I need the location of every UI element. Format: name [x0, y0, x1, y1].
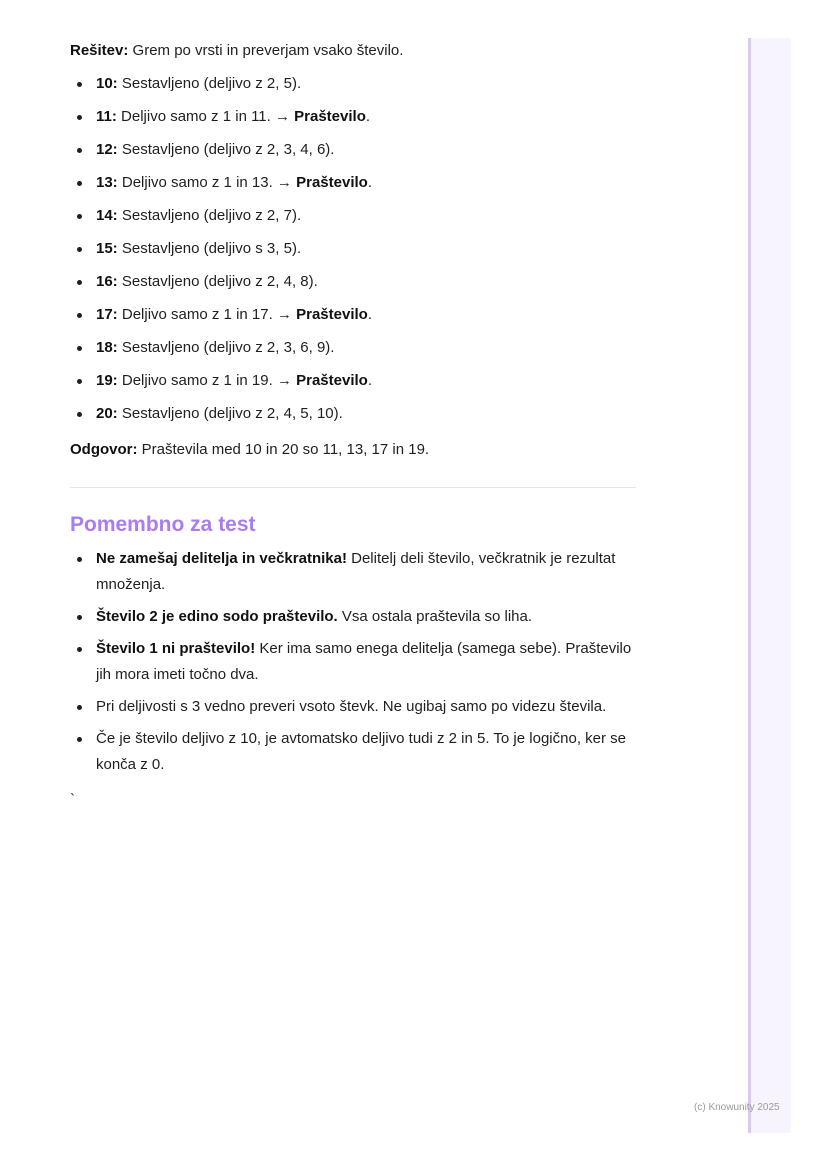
bullet-dot-icon — [77, 247, 82, 252]
important-item-text: Pri deljivosti s 3 vedno preveri vsoto števk. Ne ugibaj samo po videzu števila. — [96, 698, 607, 715]
solution-item — [70, 368, 636, 394]
solution-item-text: Sestavljeno (deljivo z 2, 3, 6, 9). — [121, 339, 335, 356]
answer — [70, 437, 636, 463]
solution-item-text: Deljivo samo z 1 in 17. → — [121, 306, 297, 323]
bullet-dot-icon — [77, 737, 82, 742]
solution-item-text: Deljivo samo z 1 in 19. → — [121, 372, 297, 389]
solution-item-text: Sestavljeno (deljivo z 2, 4, 8). — [121, 273, 318, 290]
solution-item — [70, 104, 636, 130]
section-divider — [70, 487, 636, 488]
important-item-text: Če je število deljivo z 10, je avtomatsko deljivo tudi z 2 in 5. To je logično, ker se konča z 0. — [96, 730, 626, 773]
bullet-dot-icon — [77, 647, 82, 652]
solution-item-number: 19: — [96, 372, 118, 389]
solution-item — [70, 335, 636, 361]
solution-item — [70, 401, 636, 427]
solution-item — [70, 137, 636, 163]
solution-item-number: 20: — [96, 405, 118, 422]
bullet-dot-icon — [77, 214, 82, 219]
document-content — [70, 38, 636, 810]
important-item-bold: Število 1 ni praštevilo! — [96, 640, 256, 657]
bullet-dot-icon — [77, 557, 82, 562]
solution-item-number: 18: — [96, 339, 118, 356]
solution-item — [70, 71, 636, 97]
important-item-text: Delitelj deli število, večkratnik je rezultat množenja. — [96, 550, 616, 593]
bullet-dot-icon — [77, 82, 82, 87]
solution-item-end: . — [365, 108, 371, 125]
important-list — [70, 546, 636, 778]
solution-item-text: Sestavljeno (deljivo z 2, 5). — [121, 75, 302, 92]
important-section-title: Pomembno za test — [70, 513, 256, 536]
important-item-text: Vsa ostala praštevila so liha. — [337, 608, 533, 625]
stray-backtick: ` — [70, 791, 75, 808]
solution-item-number: 13: — [96, 174, 118, 191]
solution-item — [70, 170, 636, 196]
solution-label: Rešitev: — [70, 42, 129, 59]
solution-item-text: Deljivo samo z 1 in 11. → — [121, 108, 295, 125]
solution-item-text: Deljivo samo z 1 in 13. → — [121, 174, 297, 191]
solution-item-number: 12: — [96, 141, 118, 158]
bullet-dot-icon — [77, 346, 82, 351]
solution-item — [70, 302, 636, 328]
important-item — [70, 726, 636, 778]
bullet-dot-icon — [77, 379, 82, 384]
solution-item-end: . — [367, 306, 372, 323]
solution-item-end: . — [367, 174, 372, 191]
solution-item-number: 15: — [96, 240, 118, 257]
solution-item-number: 17: — [96, 306, 118, 323]
solution-item — [70, 269, 636, 295]
bullet-dot-icon — [77, 181, 82, 186]
important-item-bold: Število 2 je edino sodo praštevilo. — [96, 608, 338, 625]
solution-item-text: Sestavljeno (deljivo s 3, 5). — [121, 240, 302, 257]
solution-item-number: 16: — [96, 273, 118, 290]
solution-item-text: Sestavljeno (deljivo z 2, 3, 4, 6). — [121, 141, 335, 158]
solution-item-number: 11: — [96, 108, 117, 125]
sidebar-accent-line — [748, 38, 751, 1133]
solution-item-text: Sestavljeno (deljivo z 2, 4, 5, 10). — [121, 405, 343, 422]
important-item — [70, 636, 636, 688]
important-item-bold: Ne zamešaj delitelja in večkratnika! — [96, 550, 347, 567]
bullet-dot-icon — [77, 148, 82, 153]
bullet-dot-icon — [77, 115, 82, 120]
page-sidebar-band — [748, 38, 791, 1133]
solution-item-end: . — [367, 372, 372, 389]
solution-item-prime: Praštevilo — [294, 108, 366, 125]
footer-copyright: (c) Knowunity 2025 — [694, 1102, 780, 1113]
bullet-dot-icon — [77, 280, 82, 285]
solution-item-text: Sestavljeno (deljivo z 2, 7). — [121, 207, 302, 224]
answer-text: Praštevila med 10 in 20 so 11, 13, 17 in 19. — [141, 441, 430, 458]
solution-list — [70, 71, 636, 427]
important-item — [70, 546, 636, 598]
answer-label: Odgovor: — [70, 441, 138, 458]
solution-item-prime: Praštevilo — [296, 306, 368, 323]
solution-intro — [70, 38, 636, 64]
solution-item — [70, 203, 636, 229]
bullet-dot-icon — [77, 412, 82, 417]
solution-item-prime: Praštevilo — [296, 372, 368, 389]
solution-item-number: 14: — [96, 207, 118, 224]
solution-intro-text: Grem po vrsti in preverjam vsako število. — [132, 42, 404, 59]
solution-item — [70, 236, 636, 262]
important-item — [70, 604, 636, 630]
important-item-text: Ker ima samo enega delitelja (samega sebe). Praštevilo jih mora imeti točno dva. — [96, 640, 632, 683]
important-item — [70, 694, 636, 720]
solution-item-prime: Praštevilo — [296, 174, 368, 191]
bullet-dot-icon — [77, 313, 82, 318]
bullet-dot-icon — [77, 705, 82, 710]
solution-item-number: 10: — [96, 75, 118, 92]
bullet-dot-icon — [77, 615, 82, 620]
